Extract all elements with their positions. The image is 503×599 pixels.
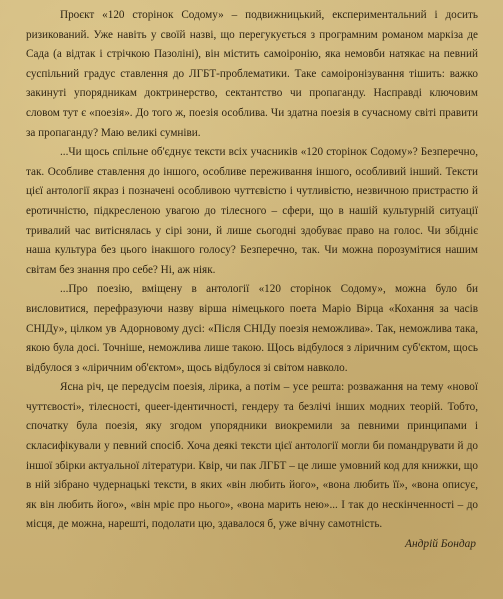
paragraph-intro: Проєкт «120 сторінок Содому» – подвижницький, експериментальний і досить ризикований. Уже навіть у своїй назві, що перегукується з програмним романом маркіза де Сада (а відтак і стрічкою Пазоліні), він містить самоіронію, яка немовби натякає на певний суспільний градус ставлення до ЛГБТ-проблематики. Таке самоіронізування тішить: важко закинуті упорядникам доктринерство, сектантство чи пропаганду. Насправді ключовим словом тут є «поезія». До того ж, поезія особлива. Чи здатна поезія в сучасному світі правити за пропаганду? Маю великі сумніви. xyxy=(26,9,478,139)
paragraph-conclusion: Ясна річ, це передусім поезія, лірика, а потім – усе решта: розважання на тему «нової чуттєвості», тілесності, queer-ідентичності, гендеру та безлічі інших модних теорій. Тобто, спочатку була поезія, яку згодом упорядники виокремили за певними принципами і скласифікували у певний спосіб. Хоча деякі тексти цієї антології могли би помандрувати й до іншої збірки актуальної літератури. Квір, чи пак ЛГБТ – це лише умовний код для книжки, що в ній зібрано чудернацькі тексти, в яких «він любить його», «вона любить її», «вона описує, як він любить його», «він мріє про нього», «вона марить нею»... І так до нескінченності – до місця, де можна, нарешті, подолати цю, здавалося б, уже вічну самотність. xyxy=(26,381,478,531)
paragraph-poetry-after-aids: ...Про поезію, вміщену в антології «120 сторінок Содому», можна було би висловитися, перефразуючи назву вірша німецького поета Маріо Вірца «Кохання за часів СНІДу», цілком ув Адорновому дусі: «Після СНІДу поезія неможлива». Так, неможлива така, якою була досі. Точніше, неможлива лише такою. Щось відбулося з ліричним суб'єктом, щось відбулося з «ліричним об'єктом», щось відбулося зі світом навколо. xyxy=(26,283,478,374)
text-page xyxy=(26,6,478,555)
paragraph-common-ground: ...Чи щось спільне об'єднує тексти всіх учасників «120 сторінок Содому»? Безперечно, так. Особливе ставлення до іншого, особливе переживання іншого, особливий інший. Тексти цієї антології якраз і позначені особливою чуттєвістю і чутливістю, незвичною пристрастю й еротичністю, підкресленою увагою до тілесного – сфери, що в нашій культурній ситуації тривалий час витіснялась у сірі зони, й лише сьогодні здобуває право на голос. Чи збідніє наша культура без цього інакшого голосу? Безперечно, так. Чи можна порозумітися нашим світам без знання про себе? Ні, аж ніяк. xyxy=(26,146,478,276)
author-signature: Андрій Бондар xyxy=(405,538,476,551)
